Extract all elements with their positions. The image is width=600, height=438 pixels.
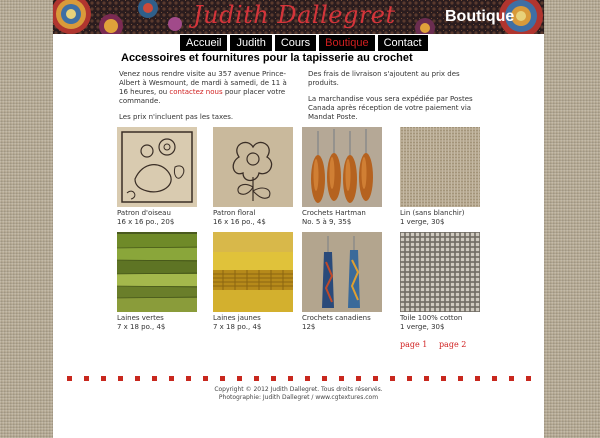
product-caption: [117, 209, 199, 227]
product-name[interactable]: Toile 100% cotton: [400, 314, 463, 322]
product-detail: 7 x 18 po., 4$: [117, 323, 166, 331]
page-1-link[interactable]: page 1: [400, 340, 428, 349]
page-2-link[interactable]: page 2: [438, 340, 467, 349]
yellow-wool-image[interactable]: [213, 232, 293, 312]
product-caption: [213, 314, 295, 332]
intro-left-column: [119, 70, 297, 129]
product-card[interactable]: [400, 127, 482, 227]
product-name[interactable]: Laines vertes: [117, 314, 164, 322]
product-detail: 1 verge, 30$: [400, 218, 445, 226]
section-title: Boutique: [445, 8, 515, 25]
product-card[interactable]: [400, 232, 482, 332]
product-detail: 7 x 18 po., 4$: [213, 323, 262, 331]
main-nav: [180, 35, 428, 51]
shipping-note: La marchandise vous sera expédiée par Postes Canada après réception de votre paiement via Mandat Poste.: [308, 95, 473, 121]
cotton-canvas-image[interactable]: [400, 232, 480, 312]
linen-image[interactable]: [400, 127, 480, 207]
canadian-hooks-image[interactable]: [302, 232, 382, 312]
product-caption: [213, 209, 295, 227]
nav-accueil[interactable]: Accueil: [180, 35, 227, 51]
visit-text: Venez nous rendre visite au 357 avenue Prince-Albert à Wesmount, de mardi à samedi, de 11 à 16 heures, ou: [119, 70, 287, 96]
bird-pattern-image[interactable]: [117, 127, 197, 207]
page-container: [53, 0, 544, 438]
product-name[interactable]: Lin (sans blanchir): [400, 209, 465, 217]
header-banner: [53, 0, 544, 34]
nav-judith[interactable]: Judith: [230, 35, 271, 51]
site-logo[interactable]: Judith Dallegret: [193, 1, 396, 29]
visit-paragraph: [119, 70, 297, 106]
product-card[interactable]: [213, 232, 295, 332]
product-caption: [302, 209, 384, 227]
product-card[interactable]: [302, 127, 384, 227]
taxes-note: Les prix n'incluent pas les taxes.: [119, 113, 234, 121]
product-name[interactable]: Patron floral: [213, 209, 256, 217]
copyright-text: Copyright © 2012 Judith Dallegret. Tous droits réservés.: [214, 386, 383, 393]
footer-divider: [67, 376, 531, 382]
product-caption: [117, 314, 199, 332]
product-name[interactable]: Crochets Hartman: [302, 209, 366, 217]
product-name[interactable]: Crochets canadiens: [302, 314, 371, 322]
contact-link[interactable]: contactez nous: [169, 88, 223, 96]
green-wool-image[interactable]: [117, 232, 197, 312]
product-caption: [400, 314, 482, 332]
product-card[interactable]: [213, 127, 295, 227]
intro-right-column: [308, 70, 478, 129]
delivery-note: Des frais de livraison s'ajoutent au prix des produits.: [308, 70, 460, 87]
product-card[interactable]: [117, 127, 199, 227]
product-detail: 1 verge, 30$: [400, 323, 445, 331]
product-detail: 16 x 16 po., 20$: [117, 218, 175, 226]
floral-pattern-image[interactable]: [213, 127, 293, 207]
product-detail: 16 x 16 po., 4$: [213, 218, 266, 226]
nav-boutique[interactable]: Boutique: [319, 35, 374, 51]
visit-text-end: pour placer votre commande.: [119, 88, 286, 105]
product-caption: [302, 314, 384, 332]
product-detail: 12$: [302, 323, 316, 331]
hartman-hooks-image[interactable]: [302, 127, 382, 207]
pagination: [400, 340, 475, 349]
product-detail: No. 5 à 9, 35$: [302, 218, 352, 226]
footer: [53, 386, 544, 402]
product-name[interactable]: Patron d'oiseau: [117, 209, 171, 217]
nav-cours[interactable]: Cours: [275, 35, 316, 51]
product-card[interactable]: [117, 232, 199, 332]
product-caption: [400, 209, 482, 227]
product-name[interactable]: Laines jaunes: [213, 314, 261, 322]
nav-contact[interactable]: Contact: [378, 35, 428, 51]
photo-credit: Photographie: Judith Dallegret / www.cgtextures.com: [218, 394, 379, 401]
page-heading: Accessoires et fournitures pour la tapisserie au crochet: [121, 52, 413, 64]
product-card[interactable]: [302, 232, 384, 332]
